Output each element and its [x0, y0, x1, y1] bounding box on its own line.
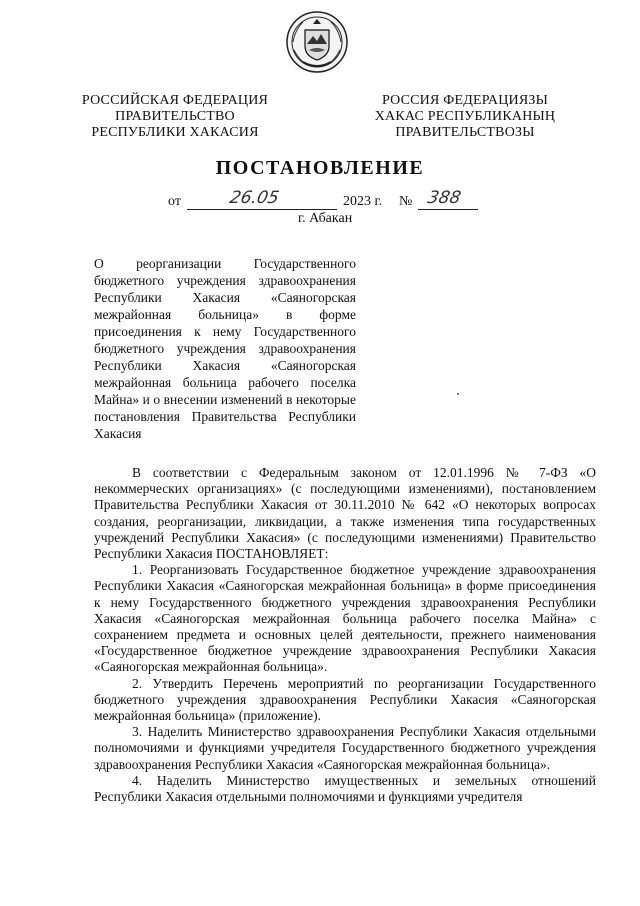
header-left-block — [70, 93, 280, 141]
header-left-line-3: РЕСПУБЛИКИ ХАКАСИЯ — [91, 125, 259, 140]
stray-mark — [457, 393, 459, 395]
handwritten-date: 26.05 — [227, 188, 281, 208]
header-right-line-1: РОССИЯ ФЕДЕРАЦИЯЗЫ — [381, 93, 549, 108]
item-2-paragraph: 2. Утвердить Перечень мероприятий по реорганизации Государственного бюджетного учреждения здравоохранения Республики Хакасия «Саяногорская межрайонная больница» (приложение). — [94, 675, 596, 724]
handwritten-number: 388 — [425, 188, 463, 208]
city-name: г. Абакан — [298, 211, 353, 226]
document-subject: О реорганизации Государственного бюджетного учреждения здравоохранения Республики Хакасия «Саяногорская межрайонная больница» в форме присоединения к нему Государственного бюджетного учреждения здравоохранения Республики Хакасия «Саяногорская межрайонная больница рабочего поселка Майна» и о внесении изменений в некоторые постановления Правительства Республики Хакасия — [94, 256, 356, 441]
header-right-line-3: ПРАВИТЕЛЬСТВОЗЫ — [395, 125, 535, 140]
document-body — [94, 465, 596, 805]
header-left-line-2: ПРАВИТЕЛЬСТВО — [115, 109, 235, 124]
preamble-paragraph: В соответствии с Федеральным законом от 12.01.1996 № 7-ФЗ «О некоммерческих организациях» (с последующими изменениями), постановлением Правительства Республики Хакасия от 30.11.2010 № 642 «О некоторых вопросах создания, реорганизации, ликвидации, а также изменения типа государственных учреждений Республики Хакасия» (с последующими изменениями) Правительство Республики Хакасия ПОСТАНОВЛЯЕТ: — [94, 465, 596, 562]
item-4-paragraph: 4. Наделить Министерство имущественных и земельных отношений Республики Хакасия отдельными полномочиями и функциями учредителя — [94, 772, 596, 805]
number-sign: № — [399, 194, 413, 209]
document-title: ПОСТАНОВЛЕНИЕ — [215, 157, 425, 179]
header-right-block — [355, 93, 575, 141]
item-3-paragraph: 3. Наделить Министерство здравоохранения Республики Хакасия отдельными полномочиями и функциями учредителя Государственного бюджетного учреждения здравоохранения Республики Хакасия «Саяногорская межрайонная больница». — [94, 724, 596, 772]
date-year: 2023 г. — [343, 194, 383, 209]
header-right-line-2: ХАКАС РЕСПУБЛИКАНЫҢ — [374, 109, 556, 124]
coat-of-arms-emblem — [285, 10, 349, 74]
item-1-paragraph: 1. Реорганизовать Государственное бюджетное учреждение здравоохранения Республики Хакасия «Саяногорская межрайонная больница» в форме присоединения к нему Государственного бюджетного учреждения здравоохранения Республики Хакасия «Саяногорская межрайонная больница рабочего поселка Майна» с сохранением предмета и основных целей деятельности, прежнего наименования «Государственное бюджетное учреждение здравоохранения Республики Хакасия «Саяногорская межрайонная больница». — [94, 562, 596, 675]
date-prefix: от — [168, 194, 181, 209]
number-underline — [418, 209, 478, 210]
header-left-line-1: РОССИЙСКАЯ ФЕДЕРАЦИЯ — [81, 93, 269, 108]
date-underline — [187, 209, 337, 210]
